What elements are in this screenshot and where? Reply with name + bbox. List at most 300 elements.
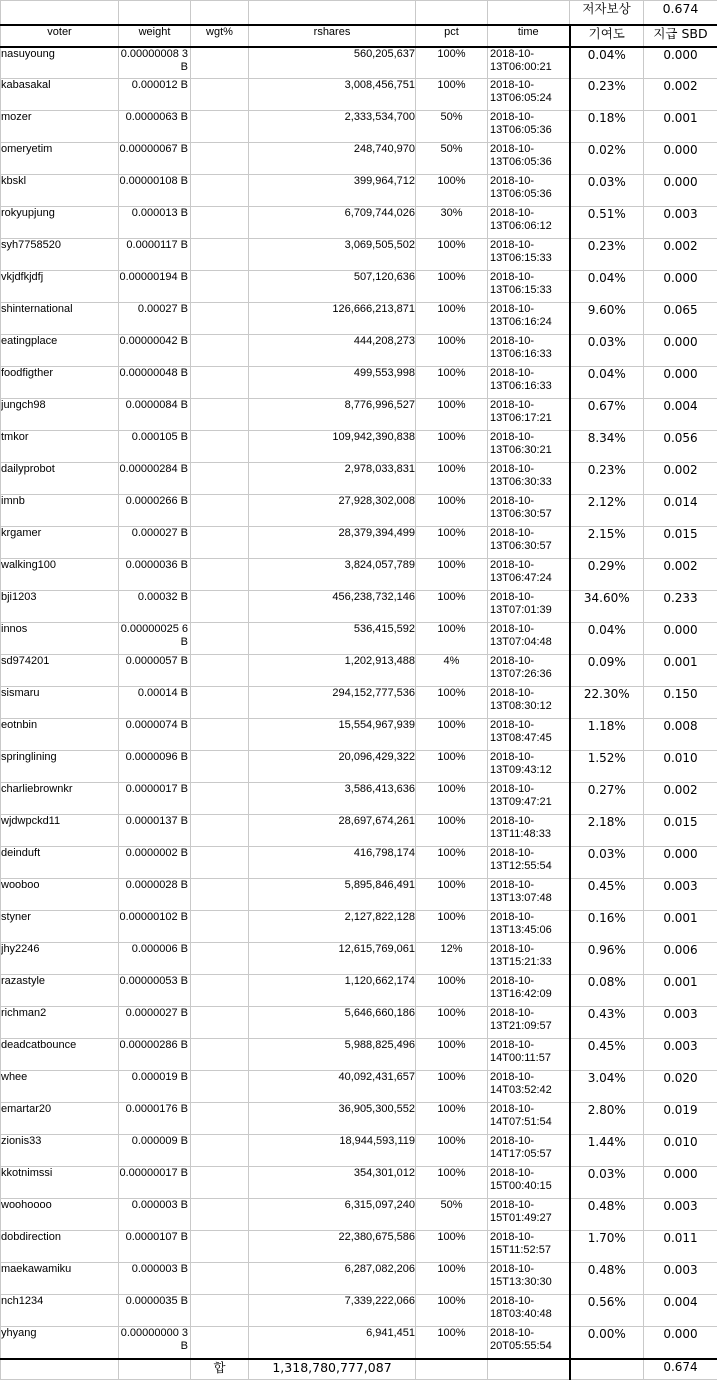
time-cell: 2018-10-13T06:30:21: [488, 431, 570, 463]
table-row: [1, 751, 717, 783]
weight-cell: 0.0000074 B: [119, 719, 191, 751]
wgt-pct-cell: [191, 1327, 249, 1359]
rshares-cell: 7,339,222,066: [249, 1295, 416, 1327]
weight-cell: 0.00000108 B: [119, 175, 191, 207]
voter-cell: syh7758520: [1, 239, 119, 271]
wgt-pct-cell: [191, 655, 249, 687]
voter-cell: krgamer: [1, 527, 119, 559]
weight-cell: 0.00000067 B: [119, 143, 191, 175]
empty-header-cell: [249, 1, 416, 25]
payout-cell: 0.006: [644, 943, 717, 975]
rshares-cell: 416,798,174: [249, 847, 416, 879]
voter-cell: wjdwpckd11: [1, 815, 119, 847]
pct-cell: 100%: [416, 975, 488, 1007]
contribution-cell: 0.02%: [570, 143, 644, 175]
pct-cell: 100%: [416, 591, 488, 623]
author-reward-label: 저자보상: [570, 1, 644, 25]
pct-cell: 100%: [416, 687, 488, 719]
column-header-pct: pct: [416, 25, 488, 47]
time-cell: 2018-10-13T15:21:33: [488, 943, 570, 975]
pct-cell: 100%: [416, 1231, 488, 1263]
wgt-pct-cell: [191, 1295, 249, 1327]
rshares-cell: 6,941,451: [249, 1327, 416, 1359]
rshares-cell: 6,315,097,240: [249, 1199, 416, 1231]
wgt-pct-cell: [191, 239, 249, 271]
wgt-pct-cell: [191, 1199, 249, 1231]
weight-cell: 0.000003 B: [119, 1199, 191, 1231]
column-header-time: time: [488, 25, 570, 47]
rshares-cell: 12,615,769,061: [249, 943, 416, 975]
time-cell: 2018-10-13T12:55:54: [488, 847, 570, 879]
payout-cell: 0.000: [644, 335, 717, 367]
contribution-cell: 2.80%: [570, 1103, 644, 1135]
pct-cell: 100%: [416, 1167, 488, 1199]
weight-cell: 0.0000057 B: [119, 655, 191, 687]
payout-cell: 0.000: [644, 847, 717, 879]
time-cell: 2018-10-14T00:11:57: [488, 1039, 570, 1071]
pct-cell: 100%: [416, 367, 488, 399]
voter-cell: omeryetim: [1, 143, 119, 175]
weight-cell: 0.00000284 B: [119, 463, 191, 495]
empty-total-cell: [488, 1359, 570, 1380]
rshares-cell: 444,208,273: [249, 335, 416, 367]
pct-cell: 100%: [416, 79, 488, 111]
time-cell: 2018-10-13T06:15:33: [488, 271, 570, 303]
contribution-cell: 0.43%: [570, 1007, 644, 1039]
wgt-pct-cell: [191, 1167, 249, 1199]
time-cell: 2018-10-13T06:16:33: [488, 335, 570, 367]
total-label: 합: [191, 1359, 249, 1380]
payout-cell: 0.001: [644, 655, 717, 687]
payout-cell: 0.004: [644, 399, 717, 431]
contribution-cell: 0.00%: [570, 1327, 644, 1359]
payout-cell: 0.010: [644, 751, 717, 783]
voter-cell: zionis33: [1, 1135, 119, 1167]
contribution-cell: 0.67%: [570, 399, 644, 431]
rshares-cell: 5,988,825,496: [249, 1039, 416, 1071]
wgt-pct-cell: [191, 783, 249, 815]
empty-total-cell: [119, 1359, 191, 1380]
payout-cell: 0.000: [644, 175, 717, 207]
contribution-cell: 34.60%: [570, 591, 644, 623]
contribution-cell: 2.18%: [570, 815, 644, 847]
voter-cell: maekawamiku: [1, 1263, 119, 1295]
table-row: [1, 815, 717, 847]
wgt-pct-cell: [191, 751, 249, 783]
voter-cell: foodfigther: [1, 367, 119, 399]
voter-cell: eatingplace: [1, 335, 119, 367]
contribution-cell: 0.04%: [570, 271, 644, 303]
weight-cell: 0.00000017 B: [119, 1167, 191, 1199]
payout-cell: 0.001: [644, 975, 717, 1007]
voter-cell: deinduft: [1, 847, 119, 879]
table-row: [1, 431, 717, 463]
wgt-pct-cell: [191, 463, 249, 495]
payout-cell: 0.000: [644, 1167, 717, 1199]
time-cell: 2018-10-15T00:40:15: [488, 1167, 570, 1199]
time-cell: 2018-10-13T09:43:12: [488, 751, 570, 783]
weight-cell: 0.000105 B: [119, 431, 191, 463]
time-cell: 2018-10-14T07:51:54: [488, 1103, 570, 1135]
weight-cell: 0.00000286 B: [119, 1039, 191, 1071]
weight-cell: 0.00000102 B: [119, 911, 191, 943]
weight-cell: 0.0000028 B: [119, 879, 191, 911]
voter-cell: imnb: [1, 495, 119, 527]
wgt-pct-cell: [191, 911, 249, 943]
wgt-pct-cell: [191, 335, 249, 367]
voter-cell: kbskl: [1, 175, 119, 207]
contribution-cell: 0.48%: [570, 1199, 644, 1231]
wgt-pct-cell: [191, 207, 249, 239]
contribution-cell: 0.29%: [570, 559, 644, 591]
pct-cell: 100%: [416, 47, 488, 79]
time-cell: 2018-10-14T03:52:42: [488, 1071, 570, 1103]
wgt-pct-cell: [191, 1103, 249, 1135]
time-cell: 2018-10-13T06:17:21: [488, 399, 570, 431]
voter-cell: sismaru: [1, 687, 119, 719]
voter-cell: shinternational: [1, 303, 119, 335]
table-row: [1, 47, 717, 79]
pct-cell: 30%: [416, 207, 488, 239]
weight-cell: 0.0000063 B: [119, 111, 191, 143]
contribution-cell: 1.44%: [570, 1135, 644, 1167]
time-cell: 2018-10-13T06:15:33: [488, 239, 570, 271]
payout-cell: 0.002: [644, 463, 717, 495]
table-row: [1, 1199, 717, 1231]
table-row: [1, 559, 717, 591]
wgt-pct-cell: [191, 1231, 249, 1263]
rshares-cell: 126,666,213,871: [249, 303, 416, 335]
time-cell: 2018-10-13T08:30:12: [488, 687, 570, 719]
contribution-cell: 0.23%: [570, 239, 644, 271]
table-row: [1, 847, 717, 879]
rshares-cell: 2,978,033,831: [249, 463, 416, 495]
voter-cell: nasuyoung: [1, 47, 119, 79]
payout-cell: 0.002: [644, 79, 717, 111]
weight-cell: 0.00000042 B: [119, 335, 191, 367]
pct-cell: 100%: [416, 431, 488, 463]
payout-cell: 0.003: [644, 1007, 717, 1039]
pct-cell: 100%: [416, 1039, 488, 1071]
rshares-cell: 2,127,822,128: [249, 911, 416, 943]
payout-cell: 0.014: [644, 495, 717, 527]
wgt-pct-cell: [191, 527, 249, 559]
pct-cell: 100%: [416, 879, 488, 911]
weight-cell: 0.00000000 3 B: [119, 1327, 191, 1359]
table-row: [1, 239, 717, 271]
weight-cell: 0.00000048 B: [119, 367, 191, 399]
table-row: [1, 655, 717, 687]
rshares-cell: 3,008,456,751: [249, 79, 416, 111]
table-row: [1, 79, 717, 111]
payout-cell: 0.010: [644, 1135, 717, 1167]
weight-cell: 0.00000053 B: [119, 975, 191, 1007]
contribution-cell: 0.03%: [570, 847, 644, 879]
contribution-cell: 0.23%: [570, 79, 644, 111]
contribution-cell: 2.15%: [570, 527, 644, 559]
rshares-cell: 6,709,744,026: [249, 207, 416, 239]
pct-cell: 100%: [416, 1263, 488, 1295]
rshares-cell: 6,287,082,206: [249, 1263, 416, 1295]
pct-cell: 100%: [416, 495, 488, 527]
contribution-cell: 0.04%: [570, 47, 644, 79]
weight-cell: 0.00000025 6 B: [119, 623, 191, 655]
table-row: [1, 271, 717, 303]
payout-cell: 0.003: [644, 1263, 717, 1295]
payout-cell: 0.003: [644, 207, 717, 239]
payout-cell: 0.015: [644, 527, 717, 559]
voter-cell: richman2: [1, 1007, 119, 1039]
pct-cell: 100%: [416, 719, 488, 751]
weight-cell: 0.000012 B: [119, 79, 191, 111]
table-row: [1, 495, 717, 527]
weight-cell: 0.0000107 B: [119, 1231, 191, 1263]
table-row: [1, 111, 717, 143]
pct-cell: 100%: [416, 623, 488, 655]
payout-cell: 0.000: [644, 623, 717, 655]
pct-cell: 100%: [416, 911, 488, 943]
weight-cell: 0.000027 B: [119, 527, 191, 559]
voter-cell: yhyang: [1, 1327, 119, 1359]
weight-cell: 0.0000084 B: [119, 399, 191, 431]
contribution-cell: 1.18%: [570, 719, 644, 751]
weight-cell: 0.000006 B: [119, 943, 191, 975]
contribution-cell: 0.08%: [570, 975, 644, 1007]
pct-cell: 50%: [416, 1199, 488, 1231]
empty-total-cell: [416, 1359, 488, 1380]
time-cell: 2018-10-15T01:49:27: [488, 1199, 570, 1231]
wgt-pct-cell: [191, 1135, 249, 1167]
wgt-pct-cell: [191, 975, 249, 1007]
wgt-pct-cell: [191, 47, 249, 79]
time-cell: 2018-10-13T06:05:36: [488, 175, 570, 207]
table-row: [1, 943, 717, 975]
voter-cell: sd974201: [1, 655, 119, 687]
table-row: [1, 975, 717, 1007]
table-row: [1, 911, 717, 943]
weight-cell: 0.00000194 B: [119, 271, 191, 303]
table-row: [1, 207, 717, 239]
pct-cell: 100%: [416, 335, 488, 367]
table-row: [1, 1231, 717, 1263]
payout-cell: 0.056: [644, 431, 717, 463]
time-cell: 2018-10-13T21:09:57: [488, 1007, 570, 1039]
table-row: [1, 1039, 717, 1071]
weight-cell: 0.0000027 B: [119, 1007, 191, 1039]
weight-cell: 0.0000035 B: [119, 1295, 191, 1327]
contribution-cell: 3.04%: [570, 1071, 644, 1103]
weight-cell: 0.00027 B: [119, 303, 191, 335]
wgt-pct-cell: [191, 687, 249, 719]
voter-cell: razastyle: [1, 975, 119, 1007]
weight-cell: 0.000009 B: [119, 1135, 191, 1167]
time-cell: 2018-10-15T11:52:57: [488, 1231, 570, 1263]
rshares-cell: 507,120,636: [249, 271, 416, 303]
empty-total-cell: [570, 1359, 644, 1380]
payout-cell: 0.233: [644, 591, 717, 623]
voter-cell: vkjdfkjdfj: [1, 271, 119, 303]
contribution-cell: 0.23%: [570, 463, 644, 495]
payout-cell: 0.020: [644, 1071, 717, 1103]
contribution-cell: 0.04%: [570, 367, 644, 399]
wgt-pct-cell: [191, 143, 249, 175]
payout-cell: 0.000: [644, 367, 717, 399]
contribution-cell: 0.03%: [570, 175, 644, 207]
table-row: [1, 1007, 717, 1039]
table-row: [1, 1167, 717, 1199]
contribution-cell: 0.96%: [570, 943, 644, 975]
rshares-cell: 2,333,534,700: [249, 111, 416, 143]
rshares-cell: 20,096,429,322: [249, 751, 416, 783]
time-cell: 2018-10-13T08:47:45: [488, 719, 570, 751]
voter-cell: woohoooo: [1, 1199, 119, 1231]
time-cell: 2018-10-13T07:04:48: [488, 623, 570, 655]
payout-cell: 0.001: [644, 911, 717, 943]
weight-cell: 0.000019 B: [119, 1071, 191, 1103]
weight-cell: 0.0000096 B: [119, 751, 191, 783]
wgt-pct-cell: [191, 815, 249, 847]
time-cell: 2018-10-13T06:00:21: [488, 47, 570, 79]
pct-cell: 100%: [416, 239, 488, 271]
author-reward-value: 0.674: [644, 1, 717, 25]
time-cell: 2018-10-13T06:30:57: [488, 527, 570, 559]
voter-cell: eotnbin: [1, 719, 119, 751]
weight-cell: 0.0000266 B: [119, 495, 191, 527]
column-header-contribution: 기여도: [570, 25, 644, 47]
pct-cell: 100%: [416, 847, 488, 879]
rshares-cell: 15,554,967,939: [249, 719, 416, 751]
rshares-cell: 536,415,592: [249, 623, 416, 655]
table-row: [1, 1103, 717, 1135]
table-row: [1, 527, 717, 559]
pct-cell: 100%: [416, 783, 488, 815]
table-row: [1, 399, 717, 431]
rshares-cell: 3,824,057,789: [249, 559, 416, 591]
wgt-pct-cell: [191, 79, 249, 111]
contribution-cell: 9.60%: [570, 303, 644, 335]
voter-cell: wooboo: [1, 879, 119, 911]
payout-cell: 0.150: [644, 687, 717, 719]
column-header-voter: voter: [1, 25, 119, 47]
rshares-cell: 399,964,712: [249, 175, 416, 207]
rshares-cell: 248,740,970: [249, 143, 416, 175]
table-row: [1, 143, 717, 175]
rshares-cell: 40,092,431,657: [249, 1071, 416, 1103]
payout-cell: 0.065: [644, 303, 717, 335]
rshares-cell: 1,120,662,174: [249, 975, 416, 1007]
voter-cell: rokyupjung: [1, 207, 119, 239]
table-row: [1, 1135, 717, 1167]
payout-cell: 0.001: [644, 111, 717, 143]
weight-cell: 0.00032 B: [119, 591, 191, 623]
pct-cell: 100%: [416, 1295, 488, 1327]
time-cell: 2018-10-18T03:40:48: [488, 1295, 570, 1327]
time-cell: 2018-10-13T06:06:12: [488, 207, 570, 239]
table-row: [1, 1295, 717, 1327]
payout-cell: 0.004: [644, 1295, 717, 1327]
pct-cell: 100%: [416, 303, 488, 335]
voter-cell: dailyprobot: [1, 463, 119, 495]
table-row: [1, 623, 717, 655]
weight-cell: 0.000003 B: [119, 1263, 191, 1295]
wgt-pct-cell: [191, 879, 249, 911]
contribution-cell: 0.51%: [570, 207, 644, 239]
empty-header-cell: [191, 1, 249, 25]
pct-cell: 100%: [416, 527, 488, 559]
pct-cell: 50%: [416, 143, 488, 175]
wgt-pct-cell: [191, 591, 249, 623]
voter-cell: jungch98: [1, 399, 119, 431]
wgt-pct-cell: [191, 399, 249, 431]
contribution-cell: 1.70%: [570, 1231, 644, 1263]
time-cell: 2018-10-13T11:48:33: [488, 815, 570, 847]
wgt-pct-cell: [191, 623, 249, 655]
payout-cell: 0.008: [644, 719, 717, 751]
empty-header-cell: [1, 1, 119, 25]
wgt-pct-cell: [191, 111, 249, 143]
voter-cell: kkotnimssi: [1, 1167, 119, 1199]
voter-cell: bji1203: [1, 591, 119, 623]
payout-cell: 0.000: [644, 1327, 717, 1359]
pct-cell: 100%: [416, 559, 488, 591]
contribution-cell: 0.45%: [570, 1039, 644, 1071]
column-header-rshares: rshares: [249, 25, 416, 47]
table-row: [1, 463, 717, 495]
payout-cell: 0.000: [644, 143, 717, 175]
pct-cell: 100%: [416, 815, 488, 847]
rshares-cell: 8,776,996,527: [249, 399, 416, 431]
weight-cell: 0.0000036 B: [119, 559, 191, 591]
voter-cell: whee: [1, 1071, 119, 1103]
time-cell: 2018-10-13T06:30:33: [488, 463, 570, 495]
voter-cell: charliebrownkr: [1, 783, 119, 815]
payout-cell: 0.011: [644, 1231, 717, 1263]
contribution-cell: 0.16%: [570, 911, 644, 943]
time-cell: 2018-10-15T13:30:30: [488, 1263, 570, 1295]
contribution-cell: 0.18%: [570, 111, 644, 143]
wgt-pct-cell: [191, 495, 249, 527]
pct-cell: 100%: [416, 399, 488, 431]
rshares-cell: 36,905,300,552: [249, 1103, 416, 1135]
rshares-cell: 560,205,637: [249, 47, 416, 79]
wgt-pct-cell: [191, 303, 249, 335]
wgt-pct-cell: [191, 943, 249, 975]
time-cell: 2018-10-13T06:16:33: [488, 367, 570, 399]
rshares-cell: 18,944,593,119: [249, 1135, 416, 1167]
payout-cell: 0.000: [644, 47, 717, 79]
voter-cell: tmkor: [1, 431, 119, 463]
table-row: [1, 719, 717, 751]
voter-cell: kabasakal: [1, 79, 119, 111]
contribution-cell: 22.30%: [570, 687, 644, 719]
wgt-pct-cell: [191, 271, 249, 303]
empty-header-cell: [416, 1, 488, 25]
time-cell: 2018-10-13T06:05:36: [488, 111, 570, 143]
wgt-pct-cell: [191, 431, 249, 463]
voter-cell: dobdirection: [1, 1231, 119, 1263]
time-cell: 2018-10-13T13:45:06: [488, 911, 570, 943]
payout-cell: 0.002: [644, 783, 717, 815]
weight-cell: 0.00000008 3 B: [119, 47, 191, 79]
contribution-cell: 0.09%: [570, 655, 644, 687]
time-cell: 2018-10-13T06:05:36: [488, 143, 570, 175]
weight-cell: 0.00014 B: [119, 687, 191, 719]
weight-cell: 0.0000017 B: [119, 783, 191, 815]
payout-cell: 0.000: [644, 271, 717, 303]
contribution-cell: 2.12%: [570, 495, 644, 527]
payout-cell: 0.003: [644, 879, 717, 911]
rshares-cell: 1,202,913,488: [249, 655, 416, 687]
